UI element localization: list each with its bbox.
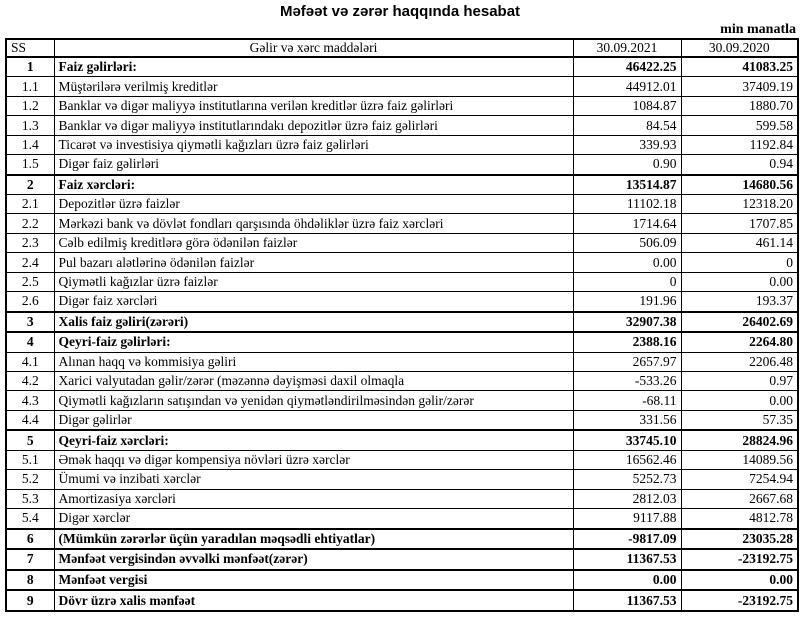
row-number-cell: 4 — [6, 332, 54, 352]
value-2020-cell: 7254.94 — [681, 470, 798, 489]
row-number-cell: 2 — [6, 175, 54, 195]
value-2021-cell: 5252.73 — [573, 470, 681, 489]
value-2020-cell: 2667.68 — [681, 489, 798, 508]
value-2020-cell: 2206.48 — [681, 352, 798, 371]
row-number-cell: 5.1 — [6, 450, 54, 469]
item-label-cell: Ticarət və investisiya qiymətli kağızları üzrə faiz gəlirləri — [54, 135, 573, 154]
row-number-cell: 1 — [6, 57, 54, 77]
item-label-cell: Dövr üzrə xalis mənfəət — [54, 590, 573, 611]
table-body — [6, 57, 798, 611]
row-number-cell: 5 — [6, 430, 54, 450]
value-2020-cell: 193.37 — [681, 292, 798, 312]
value-2020-cell: -23192.75 — [681, 549, 798, 570]
row-number-cell: 4.3 — [6, 391, 54, 410]
income-statement-table — [5, 38, 799, 612]
table-row — [6, 135, 798, 154]
row-number-cell: 5.3 — [6, 489, 54, 508]
row-number-cell: 2.2 — [6, 214, 54, 233]
item-label-cell: Xarici valyutadan gəlir/zərər (məzənnə dəyişməsi daxil olmaqla — [54, 372, 573, 391]
row-number-cell: 5.4 — [6, 509, 54, 529]
table-row — [6, 253, 798, 272]
item-label-cell: Xalis faiz gəliri(zərəri) — [54, 312, 573, 333]
value-2020-cell: 0 — [681, 253, 798, 272]
item-label-cell: Alınan haqq və kommisiya gəliri — [54, 352, 573, 371]
value-2020-cell: 57.35 — [681, 410, 798, 430]
table-row — [6, 332, 798, 352]
value-2020-cell: 0.00 — [681, 570, 798, 591]
row-number-cell: 5.2 — [6, 470, 54, 489]
item-label-cell: Qeyri-faiz gəlirləri: — [54, 332, 573, 352]
table-row — [6, 312, 798, 333]
value-2021-cell: 0.00 — [573, 570, 681, 591]
item-label-cell: Mənfəət vergisi — [54, 570, 573, 591]
row-number-cell: 1.2 — [6, 96, 54, 115]
table-row — [6, 489, 798, 508]
item-label-cell: Əmək haqqı və digər kompensiya növləri üzrə xərclər — [54, 450, 573, 469]
value-2021-cell: 191.96 — [573, 292, 681, 312]
row-number-cell: 3 — [6, 312, 54, 333]
value-2020-cell: 0.94 — [681, 155, 798, 175]
table-row — [6, 77, 798, 96]
item-label-cell: Qiymətli kağızlar üzrə faizlər — [54, 272, 573, 291]
table-row — [6, 590, 798, 611]
table-row — [6, 96, 798, 115]
value-2020-cell: 23035.28 — [681, 529, 798, 550]
row-number-cell: 4.4 — [6, 410, 54, 430]
row-number-cell: 2.3 — [6, 233, 54, 252]
table-row — [6, 549, 798, 570]
value-2020-cell: 0.00 — [681, 391, 798, 410]
value-2020-cell: 1707.85 — [681, 214, 798, 233]
value-2021-cell: -533.26 — [573, 372, 681, 391]
value-2020-cell: 28824.96 — [681, 430, 798, 450]
value-2021-cell: 11102.18 — [573, 195, 681, 214]
item-label-cell: Banklar və digər maliyyə institutlarındakı depozitlər üzrə faiz gəlirləri — [54, 116, 573, 135]
value-2020-cell: 599.58 — [681, 116, 798, 135]
row-number-cell: 1.4 — [6, 135, 54, 154]
table-row — [6, 430, 798, 450]
row-number-cell: 2.6 — [6, 292, 54, 312]
value-2021-cell: 1084.87 — [573, 96, 681, 115]
value-2020-cell: 2264.80 — [681, 332, 798, 352]
table-row — [6, 116, 798, 135]
item-label-cell: Mərkəzi bank və dövlət fondları qarşısında öhdəliklər üzrə faiz xərcləri — [54, 214, 573, 233]
value-2020-cell: 26402.69 — [681, 312, 798, 333]
item-label-cell: Digər gəlirlər — [54, 410, 573, 430]
table-row — [6, 391, 798, 410]
value-2021-cell: 84.54 — [573, 116, 681, 135]
table-row — [6, 470, 798, 489]
item-label-cell: Pul bazarı alətlərinə ödənilən faizlər — [54, 253, 573, 272]
table-row — [6, 372, 798, 391]
row-number-cell: 2.5 — [6, 272, 54, 291]
value-2021-cell: 339.93 — [573, 135, 681, 154]
table-row — [6, 175, 798, 195]
row-number-cell: 8 — [6, 570, 54, 591]
column-header-ss: SS — [6, 39, 54, 57]
value-2021-cell: 0.00 — [573, 253, 681, 272]
table-header-row — [6, 39, 798, 57]
value-2021-cell: 2388.16 — [573, 332, 681, 352]
row-number-cell: 4.2 — [6, 372, 54, 391]
value-2021-cell: 0.90 — [573, 155, 681, 175]
table-row — [6, 529, 798, 550]
value-2021-cell: 2812.03 — [573, 489, 681, 508]
row-number-cell: 4.1 — [6, 352, 54, 371]
table-row — [6, 509, 798, 529]
row-number-cell: 6 — [6, 529, 54, 550]
value-2020-cell: -23192.75 — [681, 590, 798, 611]
value-2021-cell: 13514.87 — [573, 175, 681, 195]
column-header-2020: 30.09.2020 — [681, 39, 798, 57]
value-2021-cell: 46422.25 — [573, 57, 681, 77]
value-2020-cell: 14680.56 — [681, 175, 798, 195]
row-number-cell: 1.3 — [6, 116, 54, 135]
item-label-cell: Digər faiz gəlirləri — [54, 155, 573, 175]
table-row — [6, 450, 798, 469]
table-row — [6, 195, 798, 214]
item-label-cell: Amortizasiya xərcləri — [54, 489, 573, 508]
item-label-cell: Banklar və digər maliyyə institutlarına verilən kreditlər üzrə faiz gəlirləri — [54, 96, 573, 115]
item-label-cell: Digər faiz xərcləri — [54, 292, 573, 312]
table-row — [6, 233, 798, 252]
item-label-cell: Depozitlər üzrə faizlər — [54, 195, 573, 214]
value-2021-cell: 331.56 — [573, 410, 681, 430]
value-2020-cell: 37409.19 — [681, 77, 798, 96]
item-label-cell: Faiz gəlirləri: — [54, 57, 573, 77]
value-2021-cell: 16562.46 — [573, 450, 681, 469]
item-label-cell: (Mümkün zərərlər üçün yaradılan məqsədli ehtiyatlar) — [54, 529, 573, 550]
row-number-cell: 2.1 — [6, 195, 54, 214]
value-2021-cell: -9817.09 — [573, 529, 681, 550]
row-number-cell: 1.1 — [6, 77, 54, 96]
value-2020-cell: 4812.78 — [681, 509, 798, 529]
value-2020-cell: 1192.84 — [681, 135, 798, 154]
item-label-cell: Cəlb edilmiş kreditlərə görə ödənilən faizlər — [54, 233, 573, 252]
row-number-cell: 9 — [6, 590, 54, 611]
row-number-cell: 1.5 — [6, 155, 54, 175]
row-number-cell: 2.4 — [6, 253, 54, 272]
value-2021-cell: 2657.97 — [573, 352, 681, 371]
value-2020-cell: 1880.70 — [681, 96, 798, 115]
item-label-cell: Müştərilərə verilmiş kreditlər — [54, 77, 573, 96]
table-row — [6, 292, 798, 312]
value-2021-cell: 0 — [573, 272, 681, 291]
page-title: Məfəət və zərər haqqında hesabat — [279, 3, 521, 20]
value-2020-cell: 0.97 — [681, 372, 798, 391]
table-row — [6, 57, 798, 77]
table-row — [6, 155, 798, 175]
item-label-cell: Ümumi və inzibati xərclər — [54, 470, 573, 489]
value-2021-cell: 11367.53 — [573, 549, 681, 570]
item-label-cell: Qiymətli kağızların satışından və yenidən qiymətləndirilməsindən gəlir/zərər — [54, 391, 573, 410]
item-label-cell: Qeyri-faiz xərcləri: — [54, 430, 573, 450]
value-2020-cell: 0.00 — [681, 272, 798, 291]
value-2021-cell: 33745.10 — [573, 430, 681, 450]
value-2021-cell: 9117.88 — [573, 509, 681, 529]
value-2020-cell: 41083.25 — [681, 57, 798, 77]
table-row — [6, 214, 798, 233]
column-header-items: Gəlir və xərc maddələri — [54, 39, 573, 57]
value-2021-cell: -68.11 — [573, 391, 681, 410]
item-label-cell: Mənfəət vergisindən əvvəlki mənfəət(zərər) — [54, 549, 573, 570]
value-2021-cell: 32907.38 — [573, 312, 681, 333]
table-row — [6, 272, 798, 291]
value-2021-cell: 506.09 — [573, 233, 681, 252]
table-row — [6, 570, 798, 591]
item-label-cell: Digər xərclər — [54, 509, 573, 529]
table-row — [6, 352, 798, 371]
column-header-2021: 30.09.2021 — [573, 39, 681, 57]
item-label-cell: Faiz xərcləri: — [54, 175, 573, 195]
row-number-cell: 7 — [6, 549, 54, 570]
table-row — [6, 410, 798, 430]
unit-note: min manatla — [720, 22, 796, 37]
value-2021-cell: 11367.53 — [573, 590, 681, 611]
value-2021-cell: 44912.01 — [573, 77, 681, 96]
value-2021-cell: 1714.64 — [573, 214, 681, 233]
value-2020-cell: 461.14 — [681, 233, 798, 252]
value-2020-cell: 12318.20 — [681, 195, 798, 214]
value-2020-cell: 14089.56 — [681, 450, 798, 469]
